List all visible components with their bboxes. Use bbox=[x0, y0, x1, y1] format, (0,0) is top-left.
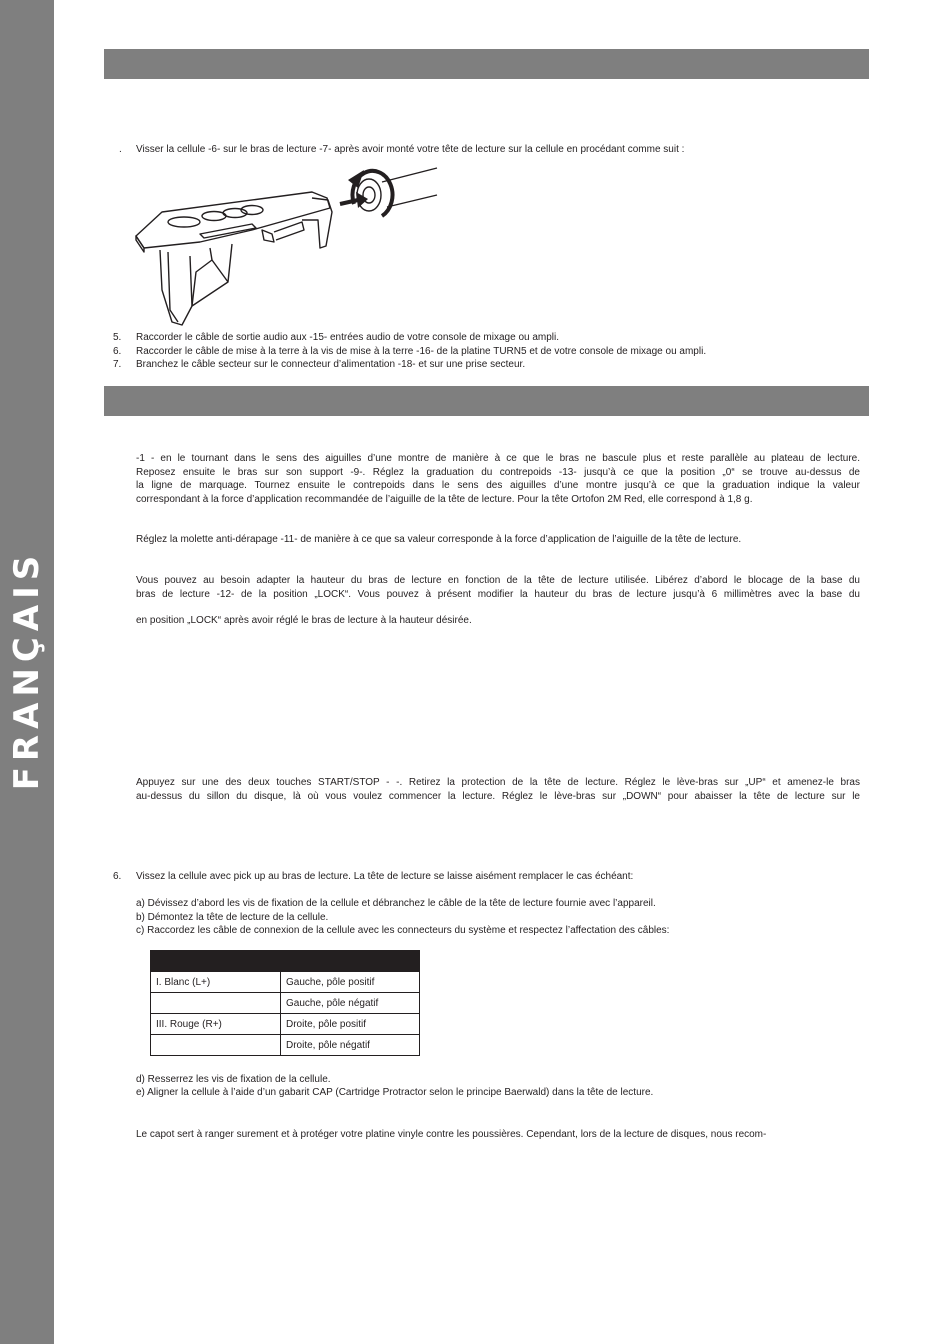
language-side-tab bbox=[0, 0, 54, 1344]
section-header-bar-2 bbox=[104, 386, 869, 416]
step-number: 7. bbox=[113, 359, 122, 370]
arm-height-paragraph bbox=[136, 574, 860, 601]
paragraph-line: au-dessus du sillon du disque, là où vous voulez commencer la lecture. Réglez le lève-bras sur „DOWN“ pour abaisser la tête de lecture sur le bbox=[136, 790, 860, 802]
section-header-bar-1 bbox=[104, 49, 869, 79]
step-6-text: Vissez la cellule avec pick up au bras de lecture. La tête de lecture se laisse aisément remplacer le cas échéant: bbox=[136, 871, 634, 882]
table-row bbox=[151, 972, 420, 993]
step-text: Raccorder le câble de sortie audio aux -15- entrées audio de votre console de mixage ou ampli. bbox=[136, 332, 560, 343]
table-cell bbox=[151, 993, 281, 1014]
counterweight-paragraph bbox=[136, 452, 860, 506]
table-header-cell bbox=[151, 951, 281, 972]
paragraph-line: Vous pouvez au besoin adapter la hauteur du bras de lecture en fonction de la tête de lecture utilisée. Libérez d’abord le blocage de la base du bbox=[136, 575, 860, 586]
table-cell: Droite, pôle négatif bbox=[281, 1035, 420, 1056]
paragraph-line: correspondant à la force d’application recommandée de l’aiguille de la tête de lecture. Pour la tête Ortofon 2M Red, elle correspond à 1,8 g. bbox=[136, 493, 753, 505]
table-cell: I. Blanc (L+) bbox=[151, 972, 281, 993]
substep: c) Raccordez les câble de connexion de la cellule avec les connecteurs du système et respectez l’affectation des câbles: bbox=[136, 925, 670, 936]
table-header-cell bbox=[281, 951, 420, 972]
table-cell: III. Rouge (R+) bbox=[151, 1014, 281, 1035]
step-number: 6. bbox=[113, 871, 122, 882]
table-cell: Droite, pôle positif bbox=[281, 1014, 420, 1035]
substep: b) Démontez la tête de lecture de la cellule. bbox=[136, 912, 329, 923]
table-row bbox=[151, 1035, 420, 1056]
table-row bbox=[151, 993, 420, 1014]
dust-cover-paragraph: Le capot sert à ranger surement et à protéger votre platine vinyle contre les poussières. Cependant, lors de la lecture de disques, nous recom- bbox=[136, 1129, 767, 1140]
step-intro-text: Visser la cellule -6- sur le bras de lecture -7- après avoir monté votre tête de lecture sur la cellule en procédant comme suit : bbox=[136, 144, 685, 155]
headshell-mounting-illustration bbox=[132, 160, 442, 326]
step-number: 6. bbox=[113, 346, 122, 357]
table-cell bbox=[151, 1035, 281, 1056]
step-number: 5. bbox=[113, 332, 122, 343]
paragraph-line: Reposez ensuite le bras sur son support -9-. Réglez la graduation du contrepoids -13- jusqu’à ce que la position „0“ se trouve au-dessus de bbox=[136, 466, 860, 478]
language-label: FRANÇAIS bbox=[7, 549, 47, 791]
substep: a) Dévissez d’abord les vis de fixation de la cellule et débranchez le câble de la tête de lecture fournie avec l’appareil. bbox=[136, 898, 656, 909]
table-cell: Gauche, pôle positif bbox=[281, 972, 420, 993]
paragraph-line: -1 - en le tournant dans le sens des aiguilles d’une montre de manière à ce que le bras ne bascule plus et reste parallèle au plateau de lecture. bbox=[136, 453, 860, 464]
table-header-row bbox=[151, 951, 420, 972]
paragraph-line: la ligne de marquage. Tournez ensuite le contrepoids dans le sens des aiguilles d’une montre jusqu’à ce que la graduation indique la valeur bbox=[136, 480, 860, 491]
table-cell: Gauche, pôle négatif bbox=[281, 993, 420, 1014]
step-text: Raccorder le câble de mise à la terre à la vis de mise à la terre -16- de la platine TURN5 et de votre console de mixage ou ampli. bbox=[136, 346, 707, 357]
step-intro-marker: . bbox=[119, 144, 122, 155]
substep: d) Resserrez les vis de fixation de la cellule. bbox=[136, 1074, 331, 1085]
antiskating-paragraph: Réglez la molette anti-dérapage -11- de manière à ce que sa valeur corresponde à la force d’application de l’aiguille de la tête de lecture. bbox=[136, 534, 742, 545]
substep: e) Aligner la cellule à l’aide d’un gabarit CAP (Cartridge Protractor selon le principe Baerwald) dans la tête de lecture. bbox=[136, 1087, 654, 1098]
step-text: Branchez le câble secteur sur le connecteur d’alimentation -18- et sur une prise secteur. bbox=[136, 359, 526, 370]
paragraph-line: bras de lecture -12- de la position „LOCK“. Vous pouvez à présent modifier la hauteur du bras de lecture jusqu’à 6 millimètres avec la base du bbox=[136, 588, 860, 600]
wire-assignment-table bbox=[150, 950, 420, 1056]
playback-paragraph bbox=[136, 776, 860, 803]
table-row bbox=[151, 1014, 420, 1035]
arm-height-paragraph-end: en position „LOCK“ après avoir réglé le bras de lecture à la hauteur désirée. bbox=[136, 615, 472, 626]
paragraph-line: Appuyez sur une des deux touches START/STOP - -. Retirez la protection de la tête de lecture. Réglez le lève-bras sur „UP“ et amenez-le bras bbox=[136, 777, 860, 788]
